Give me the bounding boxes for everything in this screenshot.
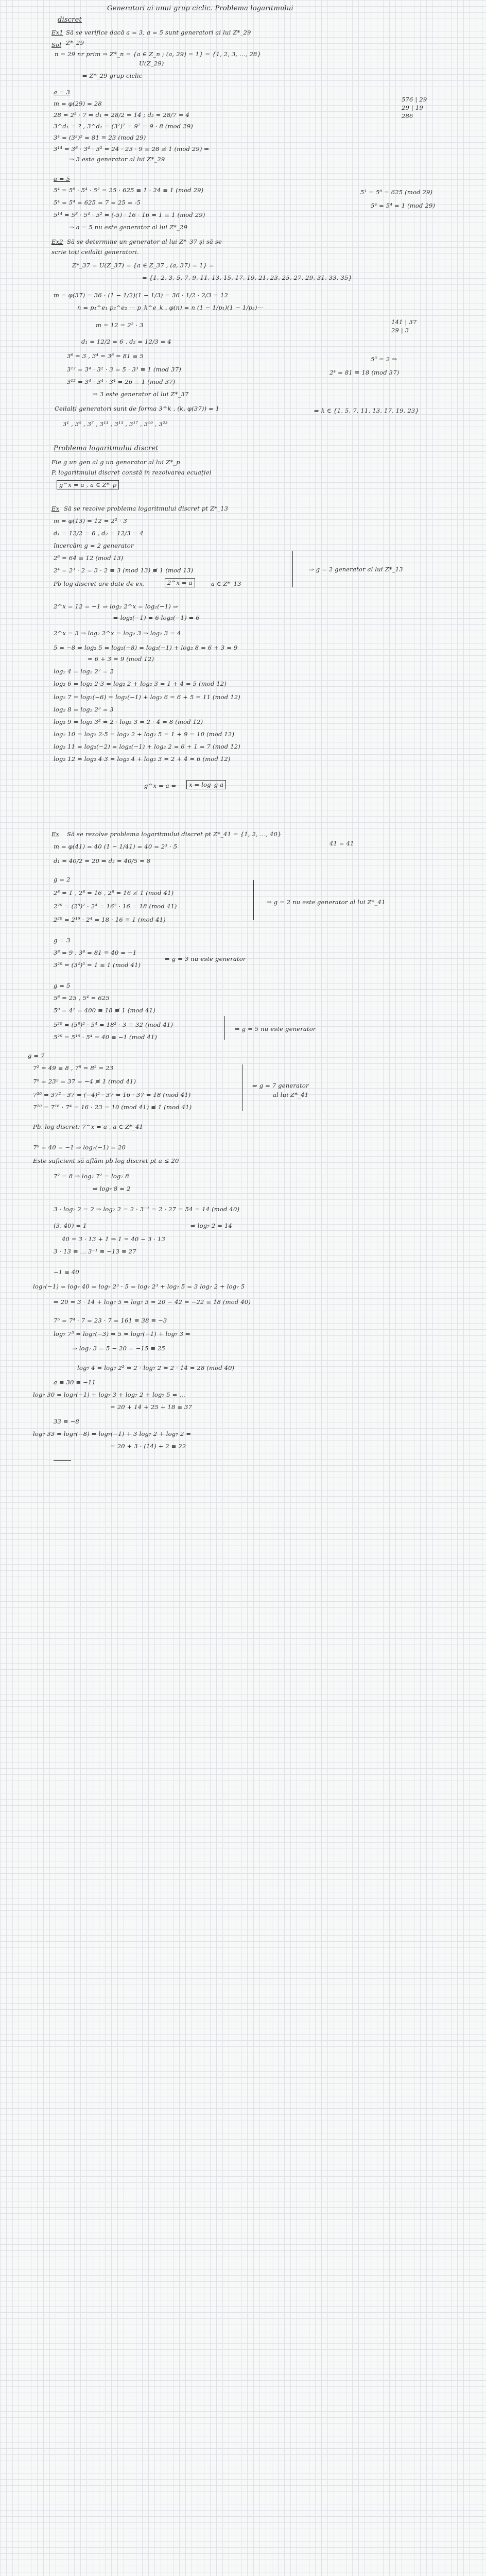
ex3-line: = 6 + 3 = 9 (mod 12) <box>88 655 154 663</box>
ex3-line: m = φ(13) = 12 = 2² · 3 <box>54 517 127 524</box>
ex3-line: a ∈ Z*_13 <box>211 580 241 587</box>
ex4-line: 2²⁰ = 2¹⁶ · 2⁴ = 18 · 16 ≡ 1 (mod 41) <box>54 916 166 923</box>
ex1-line: ⇒ a = 5 nu este generator al lui Z*_29 <box>69 224 188 231</box>
ex1-line: 3¹⁴ = 3⁸ · 3⁴ · 3² = 24 · 23 · 9 ≡ 28 ≢ 1 (mod 29) ⇒ <box>54 145 210 152</box>
end-dash <box>54 1460 71 1461</box>
ex4-line: ⇒ 20 = 3 · 14 + log₇ 5 ⇒ log₇ 5 = 20 − 42 = −22 ≡ 18 (mod 40) <box>54 1298 251 1306</box>
ex1-statement: Să se verifice dacă a = 3, a = 5 sunt generatori ai lui Z*_29 <box>66 29 251 36</box>
ex3-line: ⇒ log₂(−1) = 6 log₂(−1) = 6 <box>113 614 200 621</box>
case-a5: a = 5 <box>54 175 71 182</box>
ex2-line: Z*_37 = U(Z_37) = {a ∈ Z_37 , (a, 37) = 1} = <box>72 262 214 269</box>
ex4-line: 3²⁰ = (3⁴)⁵ = 1 ≡ 1 (mod 41) <box>54 961 141 969</box>
theory-line: Fie g un gen al g un generator al lui Z*_p <box>51 459 180 466</box>
ex4-line: 5⁸ = 25 , 5⁴ = 625 <box>54 994 110 1002</box>
ex4-line: d₁ = 40/2 = 20 ⇒ d₂ = 40/5 = 8 <box>54 857 151 865</box>
ex4-statement: 41 = 41 <box>329 840 354 847</box>
ex3-line: 5 = −8 ⇒ log₂ 5 = log₂(−8) = log₂(−1) + log₂ 8 = 6 + 3 = 9 <box>54 644 238 651</box>
ex4-line: 5²⁰ = 5¹⁶ · 5⁴ = 40 ≡ −1 (mod 41) <box>54 1033 158 1041</box>
ex4-line: −1 ≡ 40 <box>54 1268 79 1276</box>
ex4-line: = 20 + 14 + 25 + 18 ≡ 37 <box>110 1403 193 1411</box>
ex1-line: 3⁴ = (3²)² = 81 ≡ 23 (mod 29) <box>54 134 146 141</box>
boxed-equation: x = log_g a <box>186 780 226 789</box>
ex1-line: 5⁴ = 5⁸ · 5⁴ · 5² = 25 · 625 ≡ 1 · 24 ≡ 1 (mod 29) <box>54 187 204 194</box>
ex2-label: Ex2 <box>51 238 63 245</box>
ex4-line: 7²⁰ = 37² · 37 = (−4)² · 37 = 16 · 37 = 18 (mod 41) <box>33 1091 191 1098</box>
ex3-line: log₂ 10 = log₂ 2·5 = log₂ 2 + log₂ 5 = 1 + 9 = 10 (mod 12) <box>54 731 235 738</box>
ex4-line: m = φ(41) = 40 (1 − 1/41) = 40 = 2³ · 5 <box>54 843 178 850</box>
ex1-label: Ex1 <box>51 29 63 36</box>
ex4-line: 40 = 3 · 13 + 1 ⇒ 1 = 40 − 3 · 13 <box>62 1235 166 1243</box>
ex4-line: g = 5 <box>54 982 71 989</box>
ex4-line: 7⁰ = 40 = −1 ⇒ log₇(−1) = 20 <box>33 1144 126 1151</box>
brace-divider <box>292 551 293 587</box>
ex2-line: 3¹ , 3⁵ , 3⁷ , 3¹¹ , 3¹³ , 3¹⁷ , 3¹⁹ , 3²³ <box>63 420 168 428</box>
ex3-line: 2⁶ = 64 ≡ 12 (mod 13) <box>54 554 124 562</box>
ex4-line: log₇ 4 = log₇ 2² = 2 · log₇ 2 = 2 · 14 = 28 (mod 40) <box>77 1364 235 1371</box>
ex4-statement: Să se rezolve problema logaritmului discret pt Z*_41 = {1, 2, ..., 40} <box>67 831 282 838</box>
ex1-line: ⇒ Z*_29 grup ciclic <box>82 72 143 79</box>
sol-label: Sol <box>51 41 62 48</box>
ex3-line: 2^x = 3 ⇒ log₂ 2^x = log₂ 3 ⇒ log₂ 3 = 4 <box>54 630 181 637</box>
ex1-line: m = φ(29) = 28 <box>54 100 102 107</box>
side-calc: 141 | 37 <box>391 318 417 326</box>
page-title: Generatori ai unui grup ciclic. Problema logaritmului <box>107 5 293 12</box>
ex4-line: 7² = 8 ⇒ log₇ 7² = log₇ 8 <box>54 1173 129 1180</box>
ex3-line: d₁ = 12/2 = 6 , d₂ = 12/3 = 4 <box>54 530 144 537</box>
brace-divider <box>253 880 254 920</box>
ex2-line: 3¹² = 3⁴ · 3² · 3 = 5 · 3³ ≡ 1 (mod 37) <box>67 366 181 373</box>
ex4-line: 2²⁰ = (2⁸)² · 2⁴ = 16² · 16 = 18 (mod 41) <box>54 903 177 910</box>
ex2-line: ⇒ 3 este generator al lui Z*_37 <box>93 391 189 398</box>
ex4-line: g = 2 <box>54 876 71 883</box>
ex4-line: 3⁸ = 9 , 3⁸ = 81 ≡ 40 = −1 <box>54 949 137 956</box>
side-calc: 2⁴ = 81 ≡ 18 (mod 37) <box>329 369 400 376</box>
ex3-line: log₂ 8 = log₂ 2³ = 3 <box>54 706 114 713</box>
ex2-statement: scrie toți ceilalți generatori. <box>51 248 139 256</box>
side-calc: 286 <box>402 112 413 120</box>
ex4-line: ⇒ log₇ 2 = 14 <box>190 1222 233 1229</box>
theory-line: P. logaritmului discret constă în rezolvarea ecuației <box>51 469 212 476</box>
section-title: Problema logaritmului discret <box>54 445 159 452</box>
ex2-line: m = 12 = 2² · 3 <box>96 321 144 329</box>
ex2-line: 3¹² = 3⁴ · 3⁴ · 3⁴ = 26 ≡ 1 (mod 37) <box>67 378 176 385</box>
ex4-label: Ex <box>51 831 60 838</box>
ex4-line: g = 3 <box>54 937 71 944</box>
ex3-line: g^x = a ⇔ <box>144 782 177 789</box>
ex4-line: 3 · log₇ 2 = 2 ⇒ log₇ 2 = 2 · 3⁻¹ = 2 · 27 = 54 = 14 (mod 40) <box>54 1206 240 1213</box>
ex4-conclusion: ⇒ g = 5 nu este generator <box>235 1025 316 1032</box>
side-calc: ⇒ k ∈ {1, 5, 7, 11, 13, 17, 19, 23} <box>314 407 420 414</box>
side-calc: 5³ = 2 ⇒ <box>371 355 397 363</box>
ex3-line: încercăm g = 2 generator <box>54 542 134 549</box>
ex4-line: = 20 + 3 · (14) + 2 ≡ 22 <box>110 1443 186 1450</box>
ex4-line: Pb. log discret: 7^x = a , a ∈ Z*_41 <box>33 1123 144 1130</box>
ex1-line: 28 = 2² · 7 ⇒ d₁ = 28/2 = 14 ; d₂ = 28/7 = 4 <box>54 111 190 118</box>
ex4-line: log₇ 33 = log₇(−8) = log₇(−1) + 3 log₇ 2 + log₇ 2 = <box>33 1430 192 1437</box>
ex4-line: 7² = 49 ≡ 8 , 7⁸ = 8² = 23 <box>33 1064 114 1072</box>
ex4-conclusion: al lui Z*_41 <box>273 1091 309 1098</box>
ex1-line: 5¹⁴ = 5⁸ · 5⁴ · 5² = (-5) · 16 · 16 = 1 ≡ 1 (mod 29) <box>54 211 205 218</box>
ex2-statement: Să se determine un generator al lui Z*_37 și să se <box>67 238 222 245</box>
ex3-label: Ex <box>51 505 60 512</box>
boxed-equation: g^x = a , a ∈ Z*_p <box>57 480 119 489</box>
ex4-line: ⇒ log₇ 8 = 2 <box>93 1185 131 1192</box>
ex4-conclusion: ⇒ g = 3 nu este generator <box>165 955 246 962</box>
ex4-line: 7⁵ = 7⁴ · 7 = 23 · 7 = 161 ≡ 38 ≡ −3 <box>54 1317 167 1324</box>
ex4-line: 3 · 13 ≡ ... 3⁻¹ ≡ −13 ≡ 27 <box>54 1248 136 1255</box>
ex4-line: 5⁸ = 4² = 400 ≡ 18 ≢ 1 (mod 41) <box>54 1007 155 1014</box>
ex3-line: 2^x = 12 = −1 ⇒ log₂ 2^x = log₂(−1) ⇒ <box>54 603 178 610</box>
ex4-line: 33 ≡ −8 <box>54 1418 79 1425</box>
ex3-line: log₂ 12 = log₂ 4·3 = log₂ 4 + log₂ 3 = 2 + 4 = 6 (mod 12) <box>54 755 231 762</box>
case-a3: a = 3 <box>54 89 71 96</box>
ex4-line: Este suficient să aflăm pb log discret pt a ≤ 20 <box>33 1157 179 1164</box>
ex4-conclusion: ⇒ g = 2 nu este generator al lui Z*_41 <box>267 899 386 906</box>
ex2-line: = {1, 2, 3, 5, 7, 9, 11, 13, 15, 17, 19, 21, 23, 25, 27, 29, 31, 33, 35} <box>142 274 353 281</box>
ex2-line: d₁ = 12/2 = 6 , d₂ = 12/3 = 4 <box>81 338 171 345</box>
ex3-line: Pb log discret are date de ex. <box>54 580 145 587</box>
ex1-line: 5⁴ = 5⁴ = 625 = 7 = 25 = -5 <box>54 199 141 206</box>
ex2-line: 3⁶ = 3 , 3⁴ = 3⁸ = 81 ≡ 5 <box>67 352 144 360</box>
ex1-line: n = 29 nr prim ⇒ Z*_n = {a ∈ Z_n ; (a, 29) = 1} = {1, 2, 3, ..., 28} <box>55 50 262 58</box>
ex3-line: log₂ 7 = log₂(−6) = log₂(−1) + log₂ 6 = 6 + 5 = 11 (mod 12) <box>54 693 240 701</box>
ex4-line: 2⁸ = 1 , 2⁸ = 16 , 2⁸ = 16 ≢ 1 (mod 41) <box>54 889 174 896</box>
ex4-conclusion: ⇒ g = 7 generator <box>252 1082 309 1089</box>
ex3-line: log₂ 11 = log₂(−2) = log₂(−1) + log₂ 2 = 6 + 1 = 7 (mod 12) <box>54 743 240 750</box>
ex4-line: 5²⁰ = (5⁸)² · 5⁴ = 18² · 3 ≡ 32 (mod 41) <box>54 1021 173 1028</box>
ex3-line: 2⁴ = 2³ · 2 = 3 · 2 ≡ 3 (mod 13) ≢ 1 (mod 13) <box>54 567 194 574</box>
side-calc: 29 | 19 <box>402 104 423 111</box>
ex2-line: n = p₁^e₁ p₂^e₂ ··· p_k^e_k , φ(n) = n (1 − 1/p₁)(1 − 1/p₂)··· <box>77 304 264 311</box>
side-calc: 576 | 29 <box>402 96 427 103</box>
ex2-line: m = φ(37) = 36 · (1 − 1/2)(1 − 1/3) = 36 · 1/2 · 2/3 = 12 <box>54 292 229 299</box>
ex4-line: 7²⁰ = 7¹⁶ · 7⁴ = 16 · 23 = 10 (mod 41) ≢ 1 (mod 41) <box>33 1104 192 1111</box>
ex3-line: log₂ 4 = log₂ 2² = 2 <box>54 668 114 675</box>
brace-divider <box>224 1016 225 1040</box>
ex1-line: U(Z_29) <box>139 60 164 67</box>
ex1-line: Z*_29 <box>66 39 84 46</box>
ex4-line: log₇ 30 = log₇(−1) + log₇ 3 + log₇ 2 + log₇ 5 = ... <box>33 1391 185 1398</box>
ex4-line: ⇒ log₇ 3 = 5 − 20 = −15 ≡ 25 <box>72 1345 166 1352</box>
ex4-line: (3, 40) = 1 <box>54 1222 87 1229</box>
ex3-conclusion: ⇒ g = 2 generator al lui Z*_13 <box>309 566 403 573</box>
side-calc: 5¹ = 5⁸ = 625 (mod 29) <box>360 189 433 196</box>
ex4-line: 7⁸ = 23² = 37 = −4 ≢ 1 (mod 41) <box>33 1078 136 1085</box>
side-calc: 5⁴ = 5⁴ = 1 (mod 29) <box>371 202 436 209</box>
boxed-equation: 2^x = a <box>165 578 195 587</box>
ex3-line: log₂ 6 = log₂ 2·3 = log₂ 2 + log₂ 3 = 1 + 4 = 5 (mod 12) <box>54 680 227 687</box>
ex4-line: log₇(−1) = log₇ 40 = log₇ 2³ · 5 = log₇ 2³ + log₇ 5 = 3 log₇ 2 + log₇ 5 <box>33 1283 245 1290</box>
ex4-line: a ≡ 30 ≡ −11 <box>54 1379 96 1386</box>
ex4-line: g = 7 <box>28 1052 45 1059</box>
ex3-line: log₂ 9 = log₂ 3² = 2 · log₂ 3 = 2 · 4 = 8 (mod 12) <box>54 718 203 725</box>
page-title-line2: discret <box>58 16 82 24</box>
ex2-line: Ceilalți generatori sunt de forma 3^k , (k, φ(37)) = 1 <box>55 405 220 412</box>
side-calc: 29 | 3 <box>391 327 409 334</box>
ex3-statement: Să se rezolve problema logaritmului discret pt Z*_13 <box>64 505 229 512</box>
ex4-line: log₇ 7⁵ = log₇(−3) ⇒ 5 = log₇(−1) + log₇ 3 ⇒ <box>54 1330 190 1337</box>
ex1-line: ⇒ 3 este generator al lui Z*_29 <box>69 156 165 163</box>
ex1-line: 3^d₁ = ? , 3^d₂ = (3²)⁷ = 9⁷ = 9 · 8 (mod 29) <box>54 123 193 130</box>
